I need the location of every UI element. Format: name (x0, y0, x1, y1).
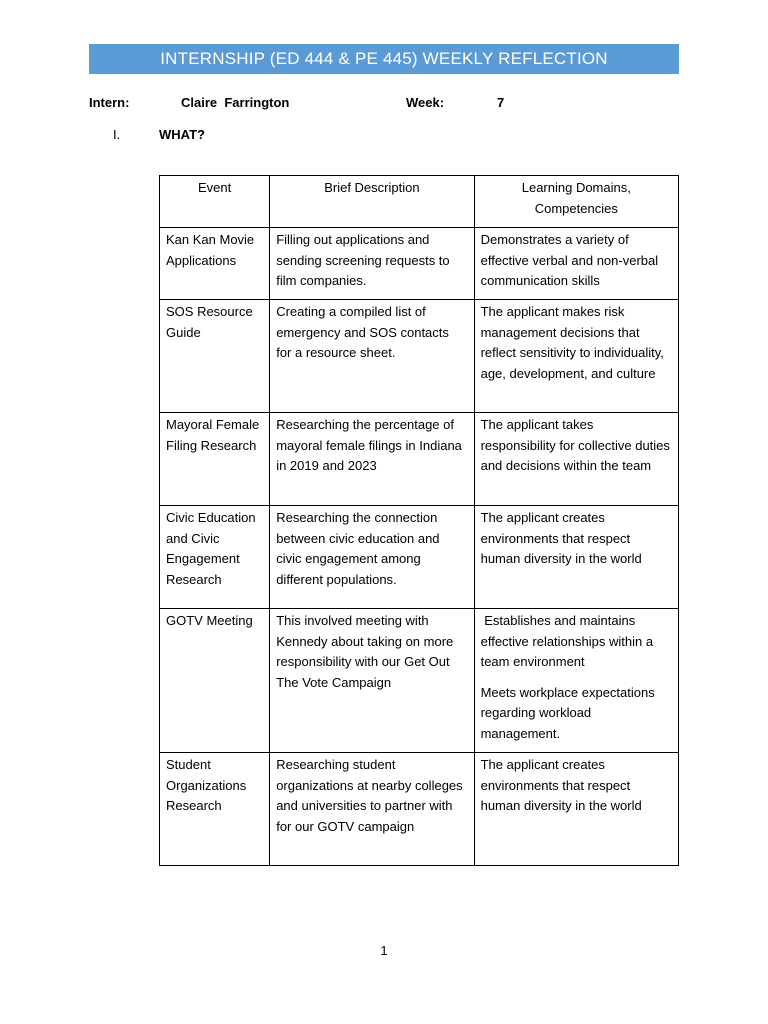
learning-cell (474, 609, 678, 753)
event-cell: Kan Kan Movie Applications (160, 228, 270, 300)
table-row (160, 609, 679, 753)
table-header-row (160, 176, 679, 228)
description-cell: Filling out applications and sending screening requests to film companies. (270, 228, 474, 300)
description-cell: This involved meeting with Kennedy about taking on more responsibility with our Get Out The Vote Campaign (270, 609, 474, 753)
section-number: I. (113, 127, 121, 142)
event-cell: Student Organizations Research (160, 753, 270, 866)
learning-cell: The applicant creates environments that respect human diversity in the world (474, 506, 678, 609)
learning-cell: The applicant makes risk management decisions that reflect sensitivity to individuality, age, development, and culture (474, 300, 678, 413)
week-value: 7 (497, 95, 505, 110)
header-learning: Learning Domains, Competencies (474, 176, 678, 228)
learning-cell: Demonstrates a variety of effective verbal and non-verbal communication skills (474, 228, 678, 300)
table-row (160, 413, 679, 506)
header-event: Event (160, 176, 270, 228)
description-cell: Researching student organizations at nearby colleges and universities to partner with for our GOTV campaign (270, 753, 474, 866)
section-title: WHAT? (159, 127, 205, 142)
table-row (160, 506, 679, 609)
table-row (160, 228, 679, 300)
document-title: INTERNSHIP (ED 444 & PE 445) WEEKLY REFLECTION (89, 44, 679, 74)
week-label: Week: (406, 95, 445, 110)
intern-name: Claire Farrington (181, 95, 290, 110)
table-row (160, 753, 679, 866)
event-cell: SOS Resource Guide (160, 300, 270, 413)
event-cell: GOTV Meeting (160, 609, 270, 753)
description-cell: Creating a compiled list of emergency and SOS contacts for a resource sheet. (270, 300, 474, 413)
event-cell: Civic Education and Civic Engagement Research (160, 506, 270, 609)
reflection-table (159, 175, 679, 866)
header-description: Brief Description (270, 176, 474, 228)
event-cell: Mayoral Female Filing Research (160, 413, 270, 506)
description-cell: Researching the connection between civic education and civic engagement among different populations. (270, 506, 474, 609)
description-cell: Researching the percentage of mayoral female filings in Indiana in 2019 and 2023 (270, 413, 474, 506)
table-row (160, 300, 679, 413)
learning-cell: The applicant creates environments that respect human diversity in the world (474, 753, 678, 866)
learning-cell: The applicant takes responsibility for collective duties and decisions within the team (474, 413, 678, 506)
learning-text-secondary: Meets workplace expectations regarding workload management. (480, 684, 655, 741)
learning-text: Establishes and maintains effective relationships within a team environment (480, 613, 657, 669)
intern-label: Intern: (89, 95, 130, 110)
page-number: 1 (380, 943, 388, 958)
